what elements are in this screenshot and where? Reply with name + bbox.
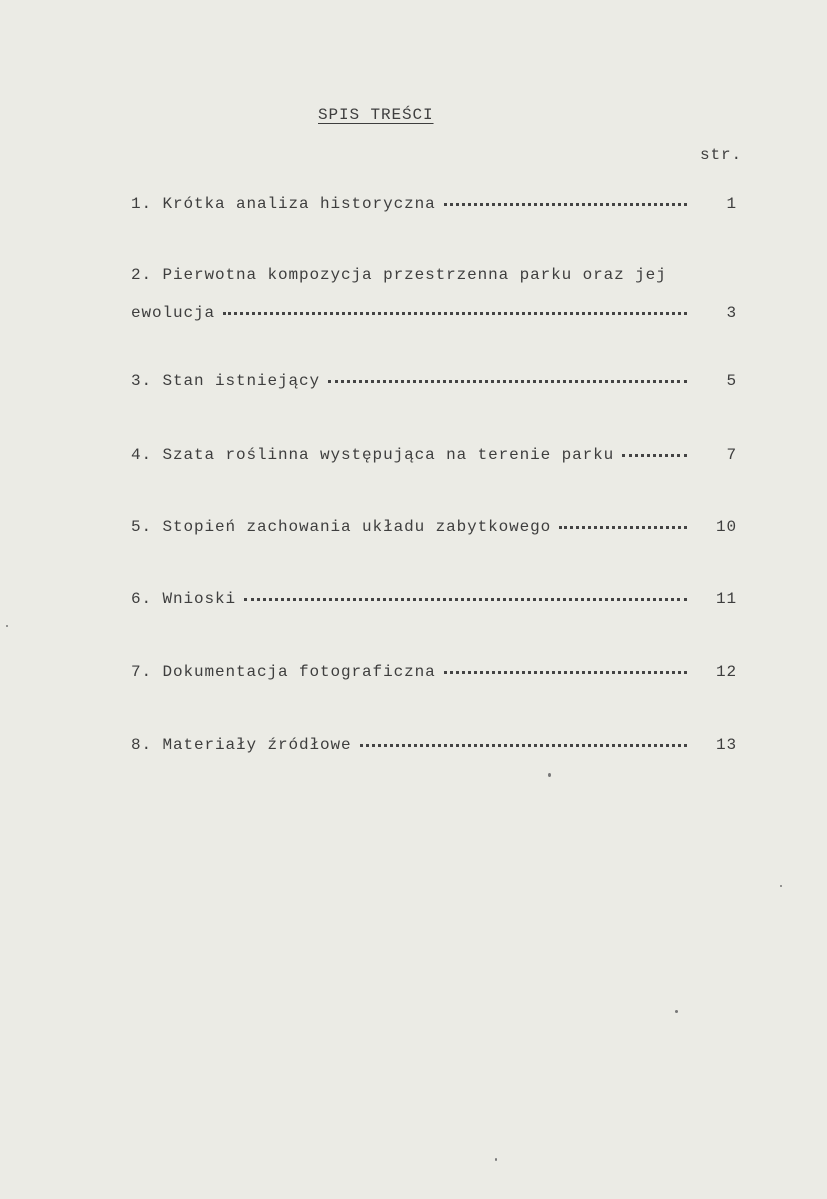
scan-speck xyxy=(548,773,551,777)
toc-entry xyxy=(131,195,737,217)
toc-entry-continuation xyxy=(131,304,737,326)
scan-speck xyxy=(675,1010,678,1013)
entry-page: 5 xyxy=(726,372,737,390)
entry-number: 5. xyxy=(131,518,153,536)
toc-entry xyxy=(131,590,737,612)
entry-number: 6. xyxy=(131,590,153,608)
dot-leader xyxy=(223,311,687,315)
dot-leader xyxy=(444,670,687,674)
entry-number: 3. xyxy=(131,372,153,390)
entry-number: 7. xyxy=(131,663,153,681)
dot-leader xyxy=(244,597,687,601)
entry-number: 8. xyxy=(131,736,153,754)
entry-label: Materiały źródłowe xyxy=(162,736,352,754)
entry-page: 3 xyxy=(726,304,737,322)
toc-entry xyxy=(131,736,737,758)
document-title: SPIS TREŚCI xyxy=(318,106,434,124)
entry-label: Szata roślinna występująca na terenie parku xyxy=(162,446,615,464)
entry-page: 13 xyxy=(715,736,737,754)
toc-entry xyxy=(131,518,737,540)
dot-leader xyxy=(559,525,687,529)
page-column-header: str. xyxy=(700,146,743,164)
entry-label: Dokumentacja fotograficzna xyxy=(162,663,436,681)
scan-speck xyxy=(6,625,8,627)
toc-entry xyxy=(131,372,737,394)
dot-leader xyxy=(622,453,687,457)
dot-leader xyxy=(328,379,687,383)
entry-label: Wnioski xyxy=(162,590,237,608)
entry-label: Stan istniejący xyxy=(162,372,321,390)
entry-number: 4. xyxy=(131,446,153,464)
dot-leader xyxy=(360,743,687,747)
dot-leader xyxy=(444,202,687,206)
scan-speck xyxy=(780,885,782,887)
entry-page: 1 xyxy=(726,195,737,213)
entry-label: Pierwotna kompozycja przestrzenna parku oraz jej xyxy=(162,266,667,284)
toc-entry xyxy=(131,446,737,468)
toc-entry xyxy=(131,663,737,685)
entry-number: 1. xyxy=(131,195,153,213)
entry-label: Stopień zachowania układu zabytkowego xyxy=(162,518,552,536)
scan-speck xyxy=(495,1158,497,1161)
entry-number: 2. xyxy=(131,266,153,284)
entry-page: 12 xyxy=(715,663,737,681)
entry-label: Krótka analiza historyczna xyxy=(162,195,436,213)
entry-page: 10 xyxy=(715,518,737,536)
entry-page: 11 xyxy=(715,590,737,608)
entry-label-continuation: ewolucja xyxy=(131,304,216,322)
entry-page: 7 xyxy=(726,446,737,464)
toc-entry xyxy=(131,266,737,288)
